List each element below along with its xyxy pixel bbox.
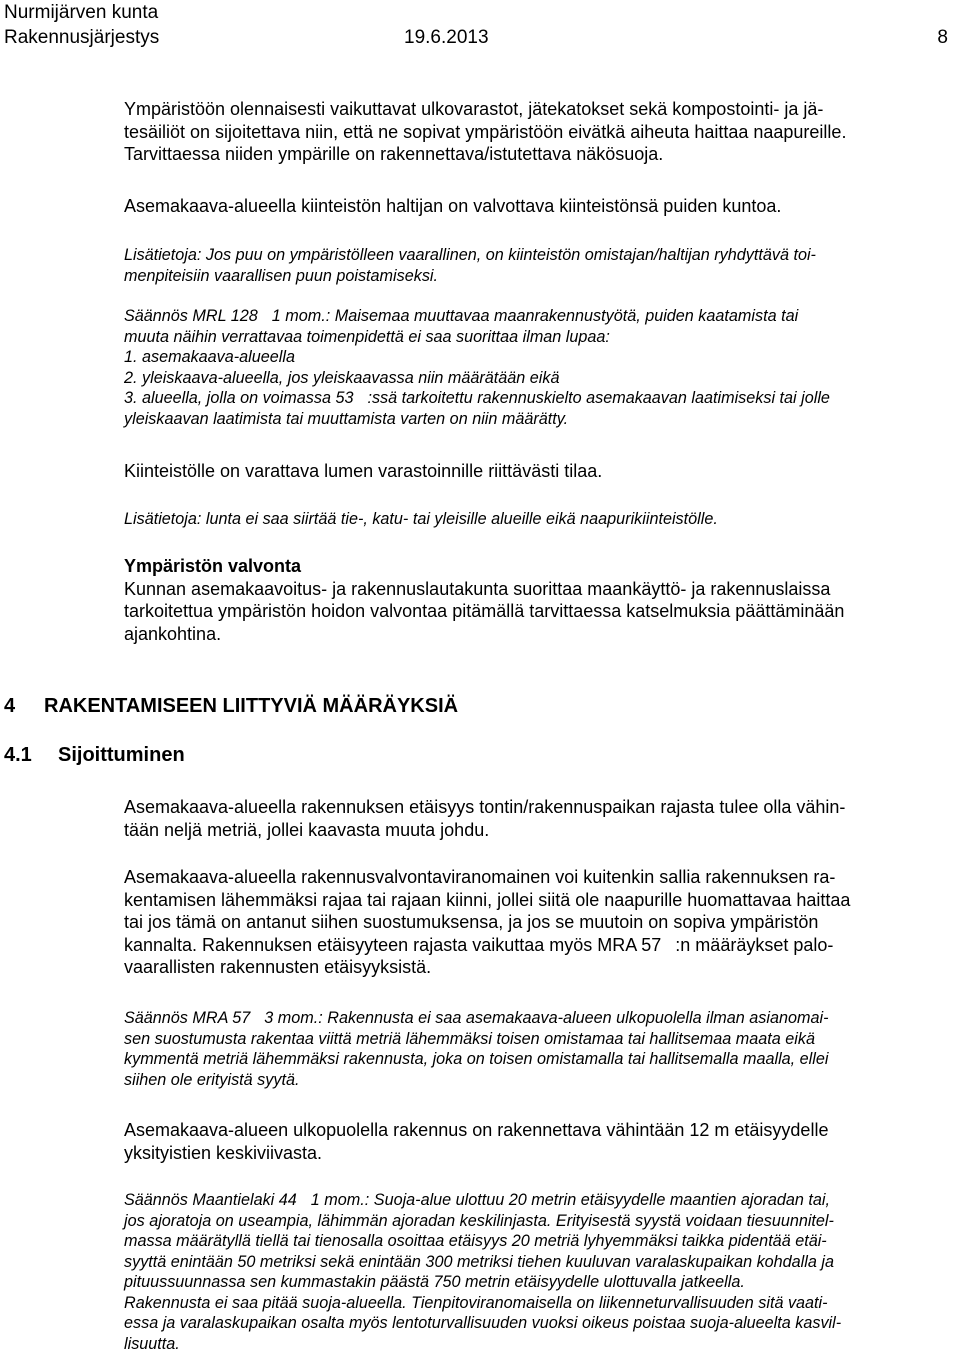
statute-subsection: 1 mom.: [271, 307, 326, 325]
section-number: 4.1: [4, 744, 32, 766]
statute-reference: Säännös MRA 57: [124, 1009, 251, 1027]
text-line: : Rakennusta ei saa asemakaava-alueen ulkopuolella ilman asianomai-: [318, 1009, 829, 1027]
text-line: Asemakaava-alueella rakennuksen etäisyys tontin/rakennuspaikan rajasta tulee olla vähin-: [124, 797, 846, 817]
paragraph-private-road: [124, 1119, 950, 1164]
text-line: ajankohtina.: [124, 623, 222, 644]
statute-maantielaki-44: [124, 1190, 950, 1354]
paragraph-trees: [124, 195, 950, 218]
text-line: sen suostumusta rakentaa viittä metriä lähemmäksi toisen omistamaa tai hallitsemaa maata eikä: [124, 1029, 815, 1048]
municipality-name: Nurmijärven kunta: [4, 2, 159, 23]
text-line: Tarvittaessa niiden ympärille on rakennettava/istutettava näkösuoja.: [124, 144, 664, 164]
text-line: syyttä enintään 50 metriksi sekä enintään 300 metriksi tiehen kuuluvan varalaskupaikan kohdalla ja: [124, 1252, 834, 1271]
text-line: kentamisen lähemmäksi rajaa tai rajaan kiinni, jollei siitä ole naapurille huomattavaa haittaa: [124, 889, 851, 910]
text-line: massa määrätyllä tiellä tai tienosalla osoittaa etäisyys 20 metriä lyhyemmäksi taikka pidentää etäi-: [124, 1232, 827, 1250]
text-line: Asemakaava-alueella kiinteistön haltijan on valvottava kiinteistönsä puiden kuntoa.: [124, 196, 782, 216]
text-line: yksityistien keskiviivasta.: [124, 1142, 323, 1163]
text-line: lisuutta.: [124, 1334, 180, 1353]
text-line: Ympäristöön olennaisesti vaikuttavat ulkovarastot, jätekatokset sekä kompostointi- ja jä-: [124, 99, 824, 119]
paragraph-snow: [124, 460, 950, 483]
text-line: : Maisemaa muuttavaa maanrakennustyötä, puiden kaatamista tai: [325, 307, 799, 325]
text-line: pituussuunnassa sen kummastakin päästä 750 metrin etäisyydelle ulottuvalla jatkeella.: [124, 1273, 745, 1291]
text-line: : Suoja-alue ulottuu 20 metrin etäisyydelle maantien ajoradan tai,: [364, 1191, 831, 1209]
text-line: :ssä tarkoitettu rakennuskielto asemakaavan laatimiseksi tai jolle: [367, 389, 830, 407]
document-date: 19.6.2013: [404, 27, 489, 48]
statute-subsection: 1 mom.: [310, 1191, 365, 1209]
text-line: 1. asemakaava-alueella: [124, 348, 295, 366]
text-line: tään neljä metriä, jollei kaavasta muuta johdu.: [124, 819, 490, 840]
statute-reference: Säännös Maantielaki 44: [124, 1191, 297, 1209]
text-line: kannalta. Rakennuksen etäisyyteen rajasta vaikuttaa myös MRA 57: [124, 934, 662, 955]
text-line: tarkoitettua ympäristön hoidon valvontaa pitämällä tarvittaessa katselmuksia päättäminään: [124, 601, 845, 621]
text-line: :n määräykset palo-: [675, 934, 834, 955]
text-line: muuta näihin verrattavaa toimenpidettä ei saa suorittaa ilman lupaa:: [124, 327, 610, 346]
text-line: 3. alueella, jolla on voimassa 53: [124, 389, 354, 407]
page-number: 8: [937, 27, 948, 48]
text-line: 2. yleiskaava-alueella, jos yleiskaavassa niin määrätään eikä: [124, 368, 560, 387]
paragraph-storage: [124, 98, 950, 166]
text-line: Asemakaava-alueen ulkopuolella rakennus on rakennettava vähintään 12 m etäisyydelle: [124, 1120, 829, 1140]
section-4-heading: [4, 694, 458, 718]
text-line: vaarallisten rakennusten etäisyyksistä.: [124, 957, 432, 977]
section-title: RAKENTAMISEEN LIITTYVIÄ MÄÄRÄYKSIÄ: [44, 695, 459, 717]
section-4-1-heading: [4, 743, 185, 767]
statute-reference: Säännös MRL 128: [124, 307, 258, 325]
paragraph-building-control: [124, 866, 950, 979]
text-line: Kiinteistölle on varattava lumen varastoinnille riittävästi tilaa.: [124, 461, 603, 481]
text-line: Asemakaava-alueella rakennusvalvontaviranomainen voi kuitenkin sallia rakennuksen ra-: [124, 867, 836, 887]
text-line: Lisätietoja: Jos puu on ympäristölleen vaarallinen, on kiinteistön omistajan/haltijan ryhdyttävä toi-: [124, 246, 816, 264]
section-environmental-supervision: [124, 555, 950, 645]
document-title: Rakennusjärjestys: [4, 27, 160, 48]
statute-subsection: 3 mom.: [264, 1009, 319, 1027]
additional-info-trees: [124, 245, 950, 286]
text-line: jos ajoratoja on useampia, lähimmän ajoradan keskilinjasta. Erityisestä syystä voidaan tiesuunnitel-: [124, 1211, 834, 1230]
subheading: Ympäristön valvonta: [124, 556, 302, 576]
statute-mra-57: [124, 1008, 950, 1090]
text-line: menpiteisiin vaarallisen puun poistamiseksi.: [124, 266, 439, 285]
text-line: yleiskaavan laatimista tai muuttamista varten on niin määrätty.: [124, 409, 569, 428]
text-line: Rakennusta ei saa pitää suoja-alueella. Tienpitoviranomaisella on liikenneturvallisuuden sitä vaati-: [124, 1293, 828, 1312]
section-title: Sijoittuminen: [58, 744, 185, 766]
text-line: tesäiliöt on sijoitettava niin, että ne sopivat ympäristöön eivätkä aiheuta haittaa naapureille.: [124, 121, 847, 142]
text-line: tai jos tämä on antanut siihen suostumuksensa, ja jos se muutoin on sopiva ympäristön: [124, 912, 819, 932]
additional-info-snow: [124, 509, 950, 530]
text-line: kymmentä metriä lähemmäksi rakennusta, joka on toisen omistamalla tai hallitsemalla maalla, ellei: [124, 1050, 829, 1068]
statute-mrl-128: [124, 306, 950, 429]
text-line: Kunnan asemakaavoitus- ja rakennuslautakunta suorittaa maankäyttö- ja rakennuslaissa: [124, 578, 831, 599]
text-line: Lisätietoja: lunta ei saa siirtää tie-, katu- tai yleisille alueille eikä naapurikiinteistölle.: [124, 510, 718, 528]
section-number: 4: [4, 695, 16, 717]
text-line: siihen ole erityistä syytä.: [124, 1070, 300, 1089]
paragraph-distance: [124, 796, 950, 841]
text-line: essa ja varalaskupaikan osalta myös lentoturvallisuuden vuoksi oikeus poistaa suoja-alueelta kasvil-: [124, 1314, 842, 1332]
